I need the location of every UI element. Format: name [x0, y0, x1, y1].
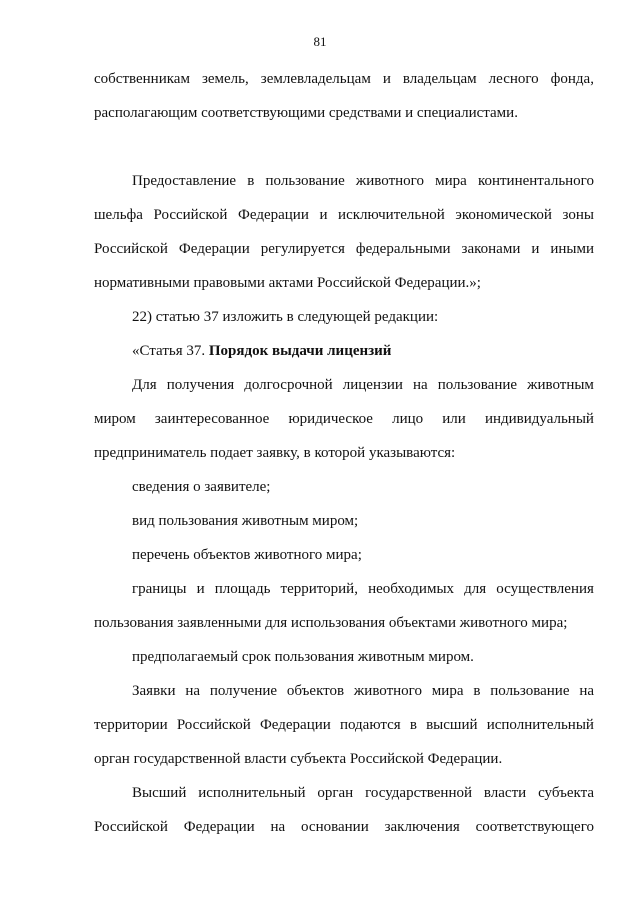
word: миром [94, 411, 136, 427]
word: зоны [562, 207, 594, 223]
article-heading [94, 334, 594, 368]
list-item: предполагаемый срок пользования животным миром. [132, 649, 474, 665]
list-item: сведения о заявителе; [132, 479, 271, 495]
word: долгосрочной [244, 377, 333, 393]
text-line [94, 62, 594, 96]
word: экономической [455, 207, 552, 223]
word: Российской [94, 819, 168, 835]
text-line [94, 674, 594, 708]
word: заинтересованное [154, 411, 270, 427]
blank-line [94, 130, 594, 164]
word: для [464, 581, 487, 597]
word: мира [435, 173, 467, 189]
word: на [270, 819, 286, 835]
word: Федерации [238, 207, 309, 223]
text-line [94, 708, 594, 742]
word: иными [550, 241, 594, 257]
word: регулируется [260, 241, 345, 257]
text-line [94, 810, 594, 844]
list-item [94, 572, 594, 606]
list-item: перечень объектов животного мира; [132, 547, 362, 563]
text-line [94, 776, 594, 810]
word: площадь [214, 581, 271, 597]
word: Российской [153, 207, 228, 223]
word: соответствующего [475, 819, 594, 835]
word: получение [209, 683, 278, 699]
word: Российской [94, 241, 168, 257]
word: или [442, 411, 466, 427]
text-line [94, 164, 594, 198]
word: федеральными [355, 241, 451, 257]
word: высший [426, 717, 478, 733]
word: Высший [132, 785, 187, 801]
article-title: Порядок выдачи лицензий [208, 343, 392, 359]
word: основании [301, 819, 369, 835]
word: исключительной [338, 207, 445, 223]
word: пользование [437, 377, 518, 393]
word: владельцам [402, 71, 477, 87]
text-line: орган государственной власти субъекта Российской Федерации. [94, 751, 503, 767]
word: животного [353, 683, 422, 699]
word: лицо [392, 411, 424, 427]
word: мира [431, 683, 464, 699]
word: Для [132, 377, 157, 393]
document-body [94, 62, 594, 844]
word: собственникам [94, 71, 190, 87]
word: в [473, 683, 481, 699]
word: в [409, 717, 417, 733]
word: Заявки [132, 683, 176, 699]
text-line: пользования заявленными для использования объектами животного мира; [94, 615, 568, 631]
text-line [94, 232, 594, 266]
word: подаются [339, 717, 401, 733]
word: на [185, 683, 200, 699]
word: и [319, 207, 328, 223]
word: осуществления [496, 581, 594, 597]
word: и [531, 241, 540, 257]
text-line: нормативными правовыми актами Российской Федерации.»; [94, 275, 481, 291]
word: пользование [265, 173, 345, 189]
word: заключения [384, 819, 460, 835]
word: власти [483, 785, 527, 801]
word: юридическое [288, 411, 373, 427]
word: исполнительный [486, 717, 594, 733]
word: Предоставление [132, 173, 237, 189]
word: необходимых [368, 581, 455, 597]
text-line [94, 368, 594, 402]
word: на [413, 377, 428, 393]
word: Федерации [183, 819, 255, 835]
word: шельфа [94, 207, 143, 223]
text-line: предприниматель подает заявку, в которой указываются: [94, 445, 456, 461]
word: животного [355, 173, 424, 189]
word: государственной [365, 785, 473, 801]
text-line [94, 402, 594, 436]
article-number: «Статья 37. [132, 343, 209, 359]
word: индивидуальный [484, 411, 594, 427]
word: территорий, [280, 581, 358, 597]
text-line: располагающим соответствующими средствами и специалистами. [94, 105, 518, 121]
text-line: 22) статью 37 изложить в следующей редакции: [132, 309, 439, 325]
word: и [382, 71, 391, 87]
word: Федерации [259, 717, 331, 733]
word: пользование [490, 683, 570, 699]
word: землевладельцам [260, 71, 371, 87]
word: Федерации [178, 241, 250, 257]
word: и [196, 581, 205, 597]
word: континентального [477, 173, 594, 189]
word: земель, [201, 71, 249, 87]
word: фонда, [550, 71, 594, 87]
word: орган [317, 785, 354, 801]
word: в [247, 173, 255, 189]
word: получения [166, 377, 235, 393]
word: субъекта [538, 785, 594, 801]
word: объектов [286, 683, 345, 699]
word: законами [461, 241, 521, 257]
page-number: 81 [313, 34, 327, 49]
word: на [579, 683, 594, 699]
word: границы [132, 581, 187, 597]
list-item: вид пользования животным миром; [132, 513, 359, 529]
word: лесного [488, 71, 539, 87]
word: Российской [176, 717, 251, 733]
word: исполнительный [198, 785, 306, 801]
text-line [94, 198, 594, 232]
word: лицензии [342, 377, 403, 393]
word: территории [94, 717, 168, 733]
word: животным [527, 377, 594, 393]
